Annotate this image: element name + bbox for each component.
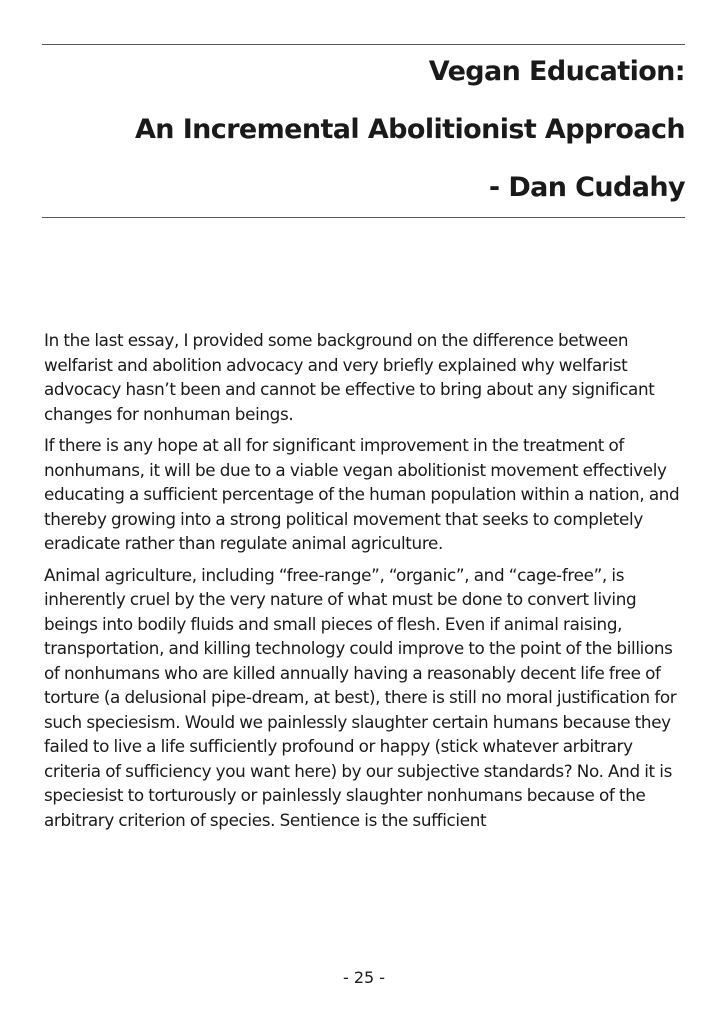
essay-author: - Dan Cudahy [488,172,685,203]
paragraph-1: In the last essay, I provided some background on the difference between welfarist and abolition advocacy and very briefly explained why welfarist advocacy hasn’t been and cannot be effective to bring about any significant changes for nonhuman beings. [44,330,655,424]
header-top-rule [42,44,685,45]
paragraph-2: If there is any hope at all for significant improvement in the treatment of nonhumans, it will be due to a viable vegan abolitionist movement effectively educating a sufficient percentage of the human population within a nation, and thereby growing into a strong political movement that seeks to completely eradicate rather than regulate animal agriculture. [44,435,680,553]
essay-subtitle: An Incremental Abolitionist Approach [135,114,685,145]
essay-body [44,328,684,839]
header-bottom-rule [42,217,685,218]
paragraph-3: Animal agriculture, including “free-range”, “organic”, and “cage-free”, is inherently cruel by the very nature of what must be done to convert living beings into bodily fluids and small pieces of flesh. Even if animal raising, transportation, and killing technology could improve to the point of the billions of nonhumans who are killed annually having a reasonably decent life free of torture (a delusional pipe-dream, at best), there is still no moral justification for such speciesism. Would we painlessly slaughter certain humans because they failed to live a life sufficiently profound or happy (stick whatever arbitrary criteria of sufficiency you want here) by our subjective standards? No. And it is speciesist to torturously or painlessly slaughter nonhumans because of the arbitrary criterion of species. Sentience is the sufficient [44,564,677,830]
page-number: - 25 - [342,968,386,987]
essay-title: Vegan Education: [428,56,685,87]
